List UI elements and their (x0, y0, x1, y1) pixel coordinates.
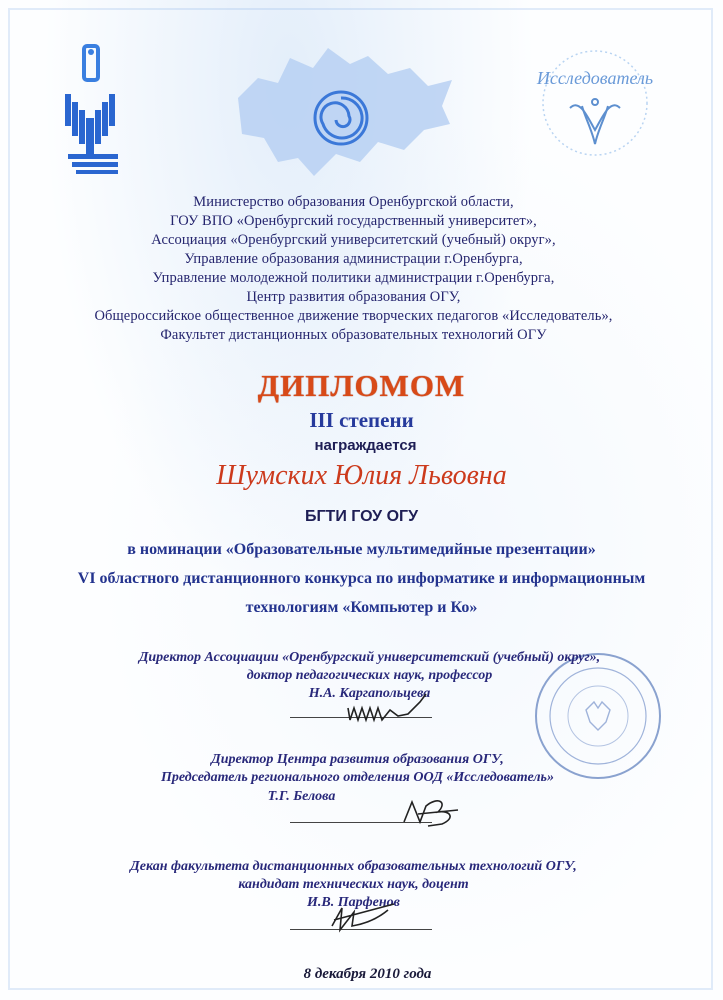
issledovatel-logo-text: Исследователь (536, 68, 654, 88)
organizer-line: Факультет дистанционных образовательных технологий ОГУ (160, 327, 547, 343)
region-map-emblem (228, 38, 458, 188)
signatory-2-position: Директор Центра развития образования ОГУ, (211, 752, 504, 767)
organizer-line: Центр развития образования ОГУ, (246, 289, 461, 305)
organizer-line: ГОУ ВПО «Оренбургский государственный университет», (170, 213, 537, 229)
organizer-line: Министерство образования Оренбургской области, (193, 194, 514, 210)
signatory-3-position: Декан факультета дистанционных образовательных технологий ОГУ, (130, 859, 577, 874)
award-date: 8 декабря 2010 года (303, 966, 432, 982)
organizer-line: Ассоциация «Оренбургский университетский (учебный) округ», (151, 232, 556, 248)
university-logo (60, 42, 140, 177)
contest-line-2: технологиям «Компьютер и Ко» (245, 599, 478, 616)
signatory-3-degree: кандидат технических наук, доцент (238, 877, 469, 892)
diploma-degree: III степени (309, 408, 414, 432)
signature-1 (340, 692, 440, 732)
signatory-2-chair: Председатель регионального отделения ООД «Исследователь» (161, 770, 554, 785)
signature-2 (398, 792, 468, 836)
institution: БГТИ ГОУ ОГУ (304, 508, 419, 525)
signatory-1-degree: доктор педагогических наук, профессор (246, 668, 493, 683)
signatory-1-name: Н.А. Каргапольцева (308, 686, 431, 701)
awarded-label: награждается (314, 437, 417, 454)
organizer-line: Общероссийское общественное движение творческих педагогов «Исследователь», (94, 308, 613, 324)
recipient-name: Шумских Юлия Львовна (216, 460, 507, 491)
diploma-title: ДИПЛОМОМ (257, 368, 466, 403)
contest-line-1: VI областного дистанционного конкурса по информатике и информационным (77, 570, 646, 587)
issledovatel-emblem (520, 48, 670, 168)
signature-3 (324, 896, 414, 940)
signatory-2-name: Т.Г. Белова (267, 789, 336, 804)
nomination: в номинации «Образовательные мультимедийные презентации» (127, 541, 596, 558)
signatory-1-position: Директор Ассоциации «Оренбургский университетский (учебный) округ», (138, 650, 601, 665)
organizer-line: Управление молодежной политики администрации г.Оренбурга, (152, 270, 555, 286)
signatory-3-name: И.В. Парфенов (307, 895, 400, 910)
organizer-line: Управление образования администрации г.Оренбурга, (184, 251, 523, 267)
